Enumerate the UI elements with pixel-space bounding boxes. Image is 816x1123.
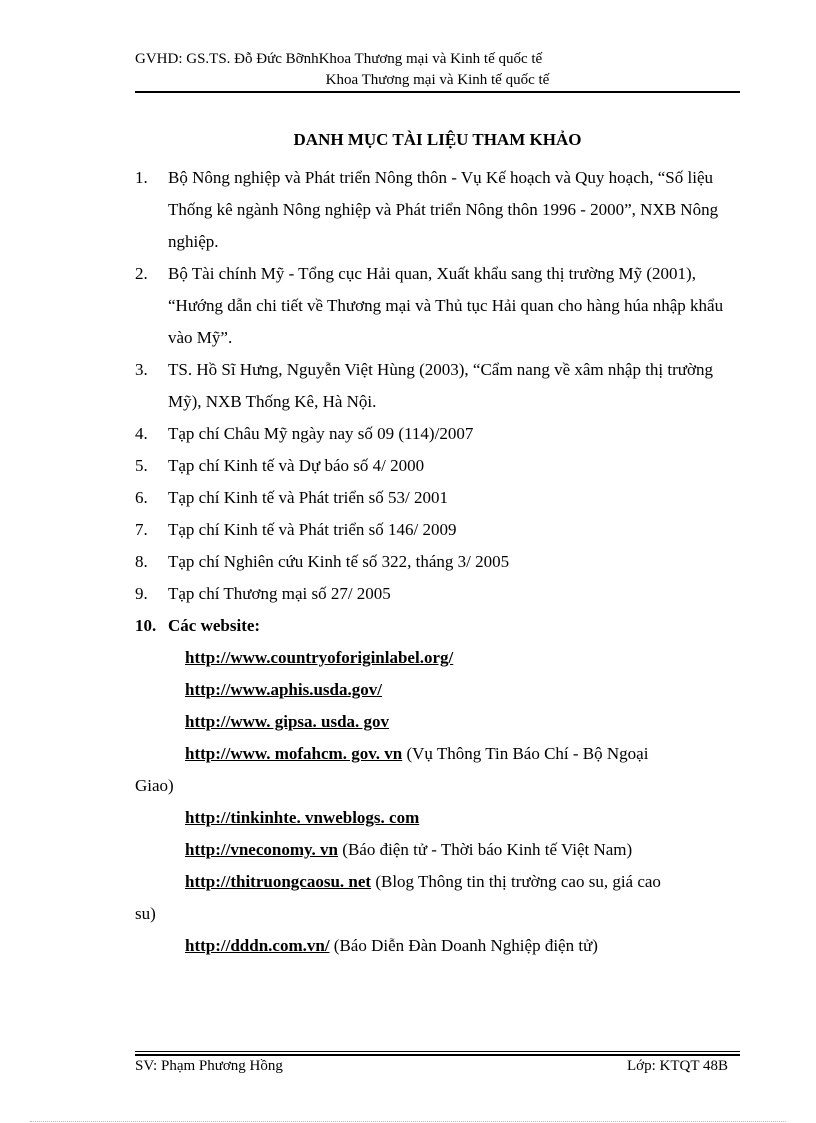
reference-item bbox=[135, 354, 740, 418]
footer-rule-thick bbox=[135, 1054, 740, 1056]
reference-item bbox=[135, 514, 740, 546]
website-description: (Blog Thông tin thị trường cao su, giá cao bbox=[371, 872, 661, 891]
reference-text: Tạp chí Thương mại số 27/ 2005 bbox=[168, 584, 391, 603]
website-description-wrap: su) bbox=[135, 904, 156, 923]
header-rule bbox=[135, 91, 740, 93]
reference-text: Tạp chí Kinh tế và Phát triển số 146/ 2009 bbox=[168, 520, 457, 539]
website-link[interactable]: http://thitruongcaosu. net bbox=[185, 872, 372, 891]
footer-rule bbox=[135, 1051, 740, 1052]
reference-text: Tạp chí Nghiên cứu Kinh tế số 322, tháng 3/ 2005 bbox=[168, 552, 510, 571]
reference-number: 4. bbox=[135, 424, 148, 443]
reference-list bbox=[135, 162, 740, 962]
reference-item bbox=[135, 546, 740, 578]
reference-text: Tạp chí Châu Mỹ ngày nay số 09 (114)/2007 bbox=[168, 424, 474, 443]
website-description: (Báo điện tử - Thời báo Kinh tế Việt Nam) bbox=[338, 840, 633, 859]
reference-item bbox=[135, 450, 740, 482]
footer-class: Lớp: KTQT 48B bbox=[627, 1058, 728, 1074]
website-entry bbox=[185, 738, 740, 770]
reference-item bbox=[135, 610, 740, 642]
website-entry bbox=[185, 866, 740, 898]
header-line-2: Khoa Thương mại và Kinh tế quốc tế bbox=[325, 72, 550, 88]
reference-text: Tạp chí Kinh tế và Dự báo số 4/ 2000 bbox=[168, 456, 425, 475]
website-entry bbox=[185, 802, 740, 834]
reference-item bbox=[135, 258, 740, 354]
website-link[interactable]: http://www.countryoforiginlabel.org/ bbox=[185, 648, 454, 667]
website-entry bbox=[185, 706, 740, 738]
reference-item bbox=[135, 418, 740, 450]
website-link[interactable]: http://www.aphis.usda.gov/ bbox=[185, 680, 382, 699]
website-entry bbox=[185, 674, 740, 706]
website-link[interactable]: http://www. mofahcm. gov. vn bbox=[185, 744, 403, 763]
reference-text: Bộ Nông nghiệp và Phát triển Nông thôn - Vụ Kế hoạch và Quy hoạch, “Số liệu Thống kê ngành Nông nghiệp và Phát triển Nông thôn 1996 - 2000”, NXB Nông nghiệp. bbox=[168, 168, 719, 251]
reference-number: 2. bbox=[135, 264, 148, 283]
reference-number: 8. bbox=[135, 552, 148, 571]
header-line-1: GVHD: GS.TS. Đỗ Đức BỡnhKhoa Thương mại và Kinh tế quốc tế bbox=[135, 51, 543, 67]
reference-item bbox=[135, 482, 740, 514]
reference-text: Tạp chí Kinh tế và Phát triển số 53/ 2001 bbox=[168, 488, 448, 507]
website-link[interactable]: http://dddn.com.vn/ bbox=[185, 936, 330, 955]
reference-number: 10. bbox=[135, 616, 157, 635]
footer-student: SV: Phạm Phương Hồng bbox=[135, 1058, 283, 1074]
website-link[interactable]: http://vneconomy. vn bbox=[185, 840, 339, 859]
website-entry bbox=[185, 642, 740, 674]
page-bottom-border bbox=[30, 1121, 786, 1122]
website-link[interactable]: http://www. gipsa. usda. gov bbox=[185, 712, 390, 731]
website-link[interactable]: http://tinkinhte. vnweblogs. com bbox=[185, 808, 420, 827]
website-entry bbox=[185, 834, 740, 866]
reference-number: 9. bbox=[135, 584, 148, 603]
reference-item bbox=[135, 578, 740, 610]
reference-number: 5. bbox=[135, 456, 148, 475]
reference-number: 3. bbox=[135, 360, 148, 379]
reference-text: TS. Hồ Sĩ Hưng, Nguyễn Việt Hùng (2003), “Cẩm nang về xâm nhập thị trường Mỹ), NXB Thống Kê, Hà Nội. bbox=[168, 360, 713, 411]
reference-number: 6. bbox=[135, 488, 148, 507]
reference-item bbox=[135, 162, 740, 258]
page-title: DANH MỤC TÀI LIỆU THAM KHẢO bbox=[293, 130, 582, 149]
reference-text: Các website: bbox=[168, 616, 261, 635]
website-description-wrap: Giao) bbox=[135, 776, 174, 795]
reference-text: Bộ Tài chính Mỹ - Tổng cục Hải quan, Xuất khẩu sang thị trường Mỹ (2001), “Hướng dẫn chi tiết về Thương mại và Thủ tục Hải quan cho hàng húa nhập khẩu vào Mỹ”. bbox=[168, 264, 724, 347]
website-description: (Vụ Thông Tin Báo Chí - Bộ Ngoại bbox=[402, 744, 649, 763]
website-entry bbox=[185, 930, 740, 962]
reference-number: 1. bbox=[135, 168, 148, 187]
reference-number: 7. bbox=[135, 520, 148, 539]
website-description: (Báo Diễn Đàn Doanh Nghiệp điện tử) bbox=[329, 936, 598, 955]
